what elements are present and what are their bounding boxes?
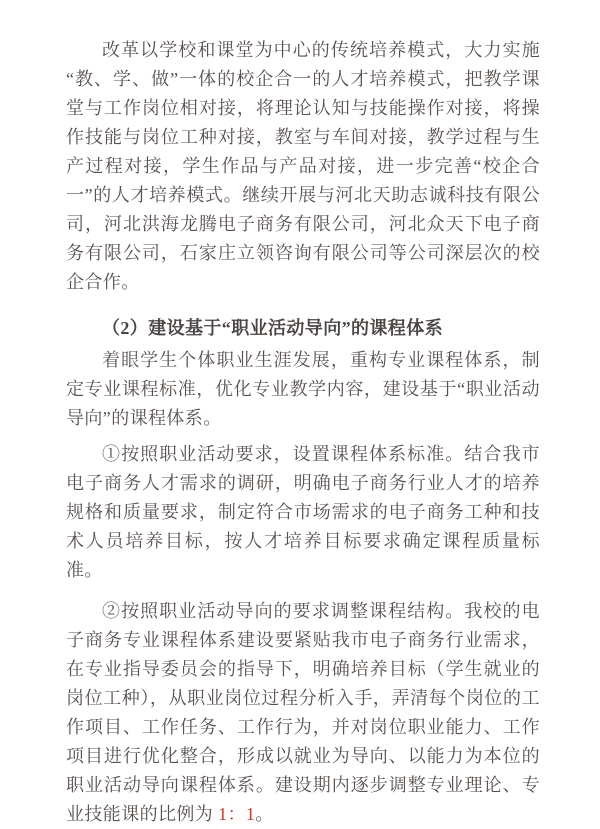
paragraph-curriculum-overview: 着眼学生个体职业生涯发展，重构专业课程体系，制定专业课程标准，优化专业教学内容，建设基于“职业活动导向”的课程体系。: [66, 350, 540, 428]
ratio-highlight: 1：1: [218, 804, 256, 824]
paragraph-item-2-period: 。: [255, 804, 274, 824]
paragraph-item-2-course-structure: [66, 597, 540, 829]
paragraph-item-2-text: ②按照职业活动导向的要求调整课程结构。我校的电子商务专业课程体系建设要紧贴我市电子商务行业需求，在专业指导委员会的指导下，明确培养目标（学生就业的岗位工种），从职业岗位过程分析入手，弄清每个岗位的工作项目、工作任务、工作行为，并对岗位职业能力、工作项目进行优化整合，形成以就业为导向、以能力为本位的职业活动导向课程体系。建设期内逐步调整专业理论、专业技能课的比例为: [66, 601, 540, 824]
paragraph-school-enterprise-mode: 改革以学校和课堂为中心的传统培养模式，大力实施“教、学、做”一体的校企合一的人才培养模式，把教学课堂与工作岗位相对接，将理论认知与技能操作对接，将操作技能与岗位工种对接，教室与车间对接，教学过程与生产过程对接，学生作品与产品对接，进一步完善“校企合一”的人才培养模式。继续开展与河北天助志诚科技有限公司，河北洪海龙腾电子商务有限公司，河北众天下电子商务有限公司，石家庄立领咨询有限公司等公司深层次的校企合作。: [66, 40, 540, 292]
paragraph-item-1-course-standards: ①按照职业活动要求，设置课程体系标准。结合我市电子商务人才需求的调研，明确电子商务行业人才的培养规格和质量要求，制定符合市场需求的电子商务工种和技术人员培养目标，按人才培养目标要求确定课程质量标准。: [66, 444, 540, 580]
section-heading-curriculum-system: （2）建设基于“职业活动导向”的课程体系: [102, 318, 443, 338]
